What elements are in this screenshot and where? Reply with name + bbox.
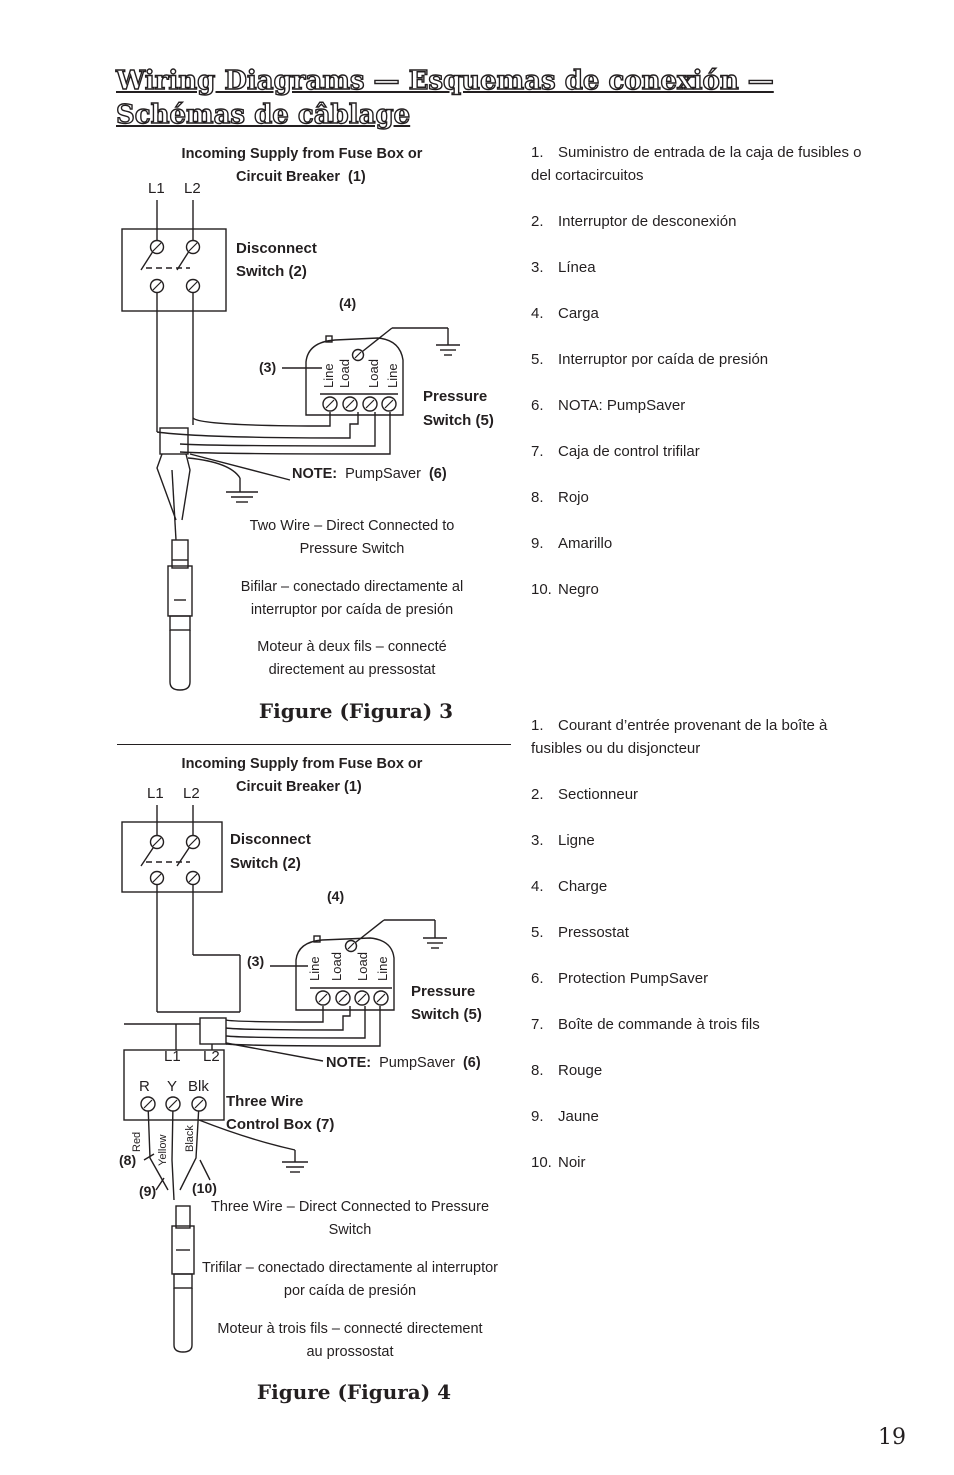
l2-label: L2 [184,180,201,197]
terminal-label-line-a: Line [307,956,322,981]
figure-4-diagram [0,750,520,1410]
wire-label-yellow: Yellow [157,1134,169,1166]
terminal-label-load-b: Load [355,952,370,981]
l1-label: L1 [148,180,165,197]
terminal-label-line-b: Line [385,363,400,388]
figure-3-diagram [0,140,520,740]
legend-spanish [531,141,871,624]
ref-4: (4) [327,888,345,904]
control-box-l1: L1 [164,1048,181,1065]
terminal-label-line-a: Line [321,363,336,388]
description-es-line2: por caída de presión [283,1283,417,1299]
list-item: 7. Caja de control trifilar [531,443,700,460]
ref-3: (3) [259,359,277,375]
note-ref-6: (6) [462,1055,481,1071]
pressure-switch-label-line1: Pressure [423,388,488,405]
figure-divider [117,744,511,745]
svg-text:Circuit Breaker (1) [236,169,366,185]
list-item: 1. Suministro de entrada de la caja de fusibles o del cortacircuitos [531,144,862,184]
list-item: 7. Boîte de commande à trois fils [531,1016,760,1033]
list-item: 10. Negro [531,581,599,598]
terminal-label-load-a: Load [329,952,344,981]
description-en-line1: Two Wire – Direct Connected to [249,518,455,534]
disconnect-ref-close: ) [301,263,307,280]
list-item: 4. Charge [531,878,608,895]
control-box-r: R [139,1078,150,1095]
svg-text:NOTE: PumpSaver (6) [292,466,447,482]
disconnect-ref-2: 2 [293,263,302,280]
page-title [116,64,776,132]
description-en-line2: Pressure Switch [299,541,405,557]
control-box-blk: Blk [188,1078,209,1095]
disconnect-ref-2: 2 [287,855,296,872]
terminal-label-line-b: Line [375,956,390,981]
pressure-switch-label-line2: Switch (5) [411,1006,482,1023]
description-fr-line1: Moteur à deux fils – connecté [257,639,447,655]
disconnect-switch-box [122,822,222,892]
control-box-label-line1: Three Wire [226,1093,304,1110]
figure-3-caption: Figure (Figura) 3 [258,699,454,723]
list-item: 8. Rojo [531,489,589,506]
ref-3: (3) [247,953,265,969]
svg-text:NOTE: PumpSaver (6) [326,1055,481,1071]
description-en-line1: Three Wire – Direct Connected to Pressure [210,1199,490,1215]
note-ref-6: (6) [428,466,447,482]
list-item: 3. Ligne [531,832,595,849]
control-box-y: Y [167,1078,178,1095]
supply-label-line2: Circuit Breaker (1) [236,779,362,795]
terminal-label-load-b: Load [366,359,381,388]
legend-french [531,714,871,1197]
svg-text:Switch (2) [236,263,307,280]
description-en-line2: Switch [328,1222,372,1238]
terminal-label-load-a: Load [337,359,352,388]
list-item: 2. Interruptor de desconexión [531,213,737,230]
control-box-l2: L2 [203,1048,220,1065]
note-label: NOTE: [326,1055,372,1071]
list-item: 8. Rouge [531,1062,603,1079]
supply-label-line1: Incoming Supply from Fuse Box or [181,146,423,162]
list-item: 2. Sectionneur [531,786,639,803]
list-item: 10. Noir [531,1154,586,1171]
disconnect-ref-close: ) [295,855,301,872]
note-label: NOTE: [292,466,338,482]
disconnect-label-line1: Disconnect [230,831,311,848]
pressure-switch-label-line2: Switch (5) [423,412,494,429]
pumpsaver-box [200,1018,226,1044]
disconnect-label-line2: Switch ( [230,855,288,872]
list-item: 6. NOTA: PumpSaver [531,397,686,414]
list-item: 9. Jaune [531,1108,599,1125]
note-pumpsaver: PumpSaver [345,466,421,482]
description-es-line1: Bifilar – conectado directamente al [240,579,464,595]
list-item: 9. Amarillo [531,535,613,552]
description-fr-line2: au prossostat [306,1344,394,1360]
disconnect-label-line1: Disconnect [236,240,317,257]
control-box-label-line2: Control Box (7) [226,1116,335,1133]
figure-4-caption: Figure (Figura) 4 [256,1380,452,1404]
disconnect-label-line2: Switch ( [236,263,294,280]
disconnect-switch-box [122,229,226,311]
l2-label: L2 [183,785,200,802]
page-title-line1: Wiring Diagrams — Esquemas de conexión — [116,66,774,96]
list-item: 6. Protection PumpSaver [531,970,709,987]
page-number: 19 [878,1425,906,1450]
ref-10: (10) [192,1180,217,1196]
list-item: 5. Pressostat [531,924,629,941]
supply-ref-1: (1) [348,169,366,185]
svg-text:Switch (2) [230,855,301,872]
wire-label-black: Black [184,1125,196,1152]
wire-label-red: Red [131,1131,143,1152]
ref-4: (4) [339,295,357,311]
list-item: 4. Carga [531,305,599,322]
list-item: 1. Courant d’entrée provenant de la boîte à fusibles ou du disjoncteur [531,717,828,757]
description-fr-line1: Moteur à trois fils – connecté directement [217,1321,483,1337]
ref-9: (9) [139,1183,157,1199]
list-item: 3. Línea [531,259,596,276]
description-es-line2: interruptor por caída de presión [250,602,454,618]
list-item: 5. Interruptor por caída de presión [531,351,769,368]
page-title-line2: Schémas de câblage [116,100,411,130]
ref-8: (8) [119,1152,137,1168]
supply-label-line2: Circuit Breaker [236,169,340,185]
description-fr-line2: directement au pressostat [268,662,436,678]
description-es-line1: Trifilar – conectado directamente al interruptor [201,1260,499,1276]
pumpsaver-box [160,428,188,454]
l1-label: L1 [147,785,164,802]
note-pumpsaver: PumpSaver [379,1055,455,1071]
pressure-switch-label-line1: Pressure [411,983,476,1000]
supply-label-line1: Incoming Supply from Fuse Box or [181,756,423,772]
